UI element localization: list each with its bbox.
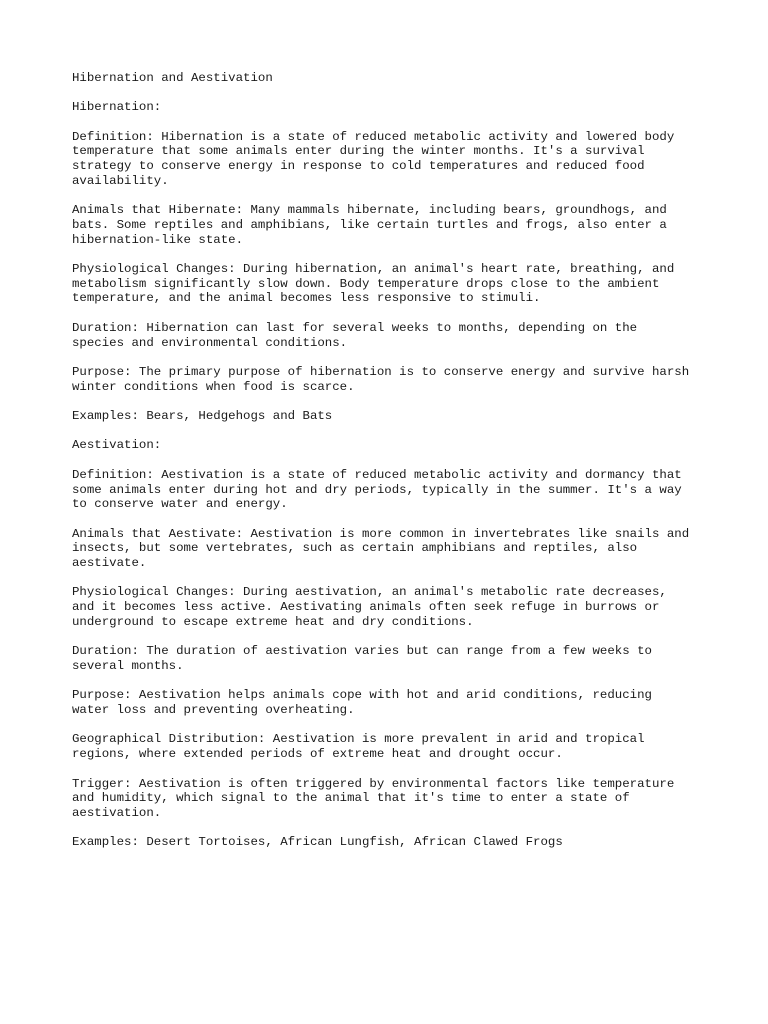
hibernation-examples: Examples: Bears, Hedgehogs and Bats: [72, 409, 333, 424]
aestivation-purpose: Purpose: Aestivation helps animals cope with hot and arid conditions, reducing water loss and preventing overheating.: [72, 688, 652, 718]
hibernation-duration: Duration: Hibernation can last for several weeks to months, depending on the species and environmental conditions.: [72, 320, 638, 350]
document-title: Hibernation and Aestivation: [72, 71, 273, 85]
aestivation-examples: Examples: Desert Tortoises, African Lungfish, African Clawed Frogs: [72, 835, 563, 850]
hibernation-definition: Definition: Hibernation is a state of reduced metabolic activity and lowered body temperature that some animals enter during the winter months. It's a survival strategy to conserve energy in response to cold temperatures and reduced food availability.: [72, 129, 675, 188]
aestivation-duration: Duration: The duration of aestivation varies but can range from a few weeks to several months.: [72, 644, 652, 673]
aestivation-heading: Aestivation:: [72, 438, 162, 453]
hibernation-heading: Hibernation:: [72, 100, 162, 115]
hibernation-animals: Animals that Hibernate: Many mammals hibernate, including bears, groundhogs, and bats. Some reptiles and amphibians, like certain turtles and frogs, also enter a hibernation-like state.: [72, 203, 667, 247]
document-page: [72, 71, 712, 865]
aestivation-physiological-changes: Physiological Changes: During aestivation, an animal's metabolic rate decreases, and it becomes less active. Aestivating animals often seek refuge in burrows or underground to escape extreme heat and dry conditions.: [72, 585, 667, 629]
hibernation-purpose: Purpose: The primary purpose of hibernation is to conserve energy and survive harsh winter conditions when food is scarce.: [72, 364, 690, 394]
aestivation-animals: Animals that Aestivate: Aestivation is more common in invertebrates like snails and insects, but some vertebrates, such as certain amphibians and reptiles, also aestivate.: [72, 526, 690, 571]
aestivation-distribution: Geographical Distribution: Aestivation is more prevalent in arid and tropical regions, where extended periods of extreme heat and drought occur.: [72, 732, 645, 762]
hibernation-physiological-changes: Physiological Changes: During hibernation, an animal's heart rate, breathing, and metabolism significantly slow down. Body temperature drops close to the ambient temperature, and the animal becomes less responsive to stimuli.: [72, 262, 675, 306]
aestivation-trigger: Trigger: Aestivation is often triggered by environmental factors like temperature and humidity, which signal to the animal that it's time to enter a state of aestivation.: [72, 776, 675, 820]
aestivation-definition: Definition: Aestivation is a state of reduced metabolic activity and dormancy that some animals enter during hot and dry periods, typically in the summer. It's a way to conserve water and energy.: [72, 467, 682, 512]
